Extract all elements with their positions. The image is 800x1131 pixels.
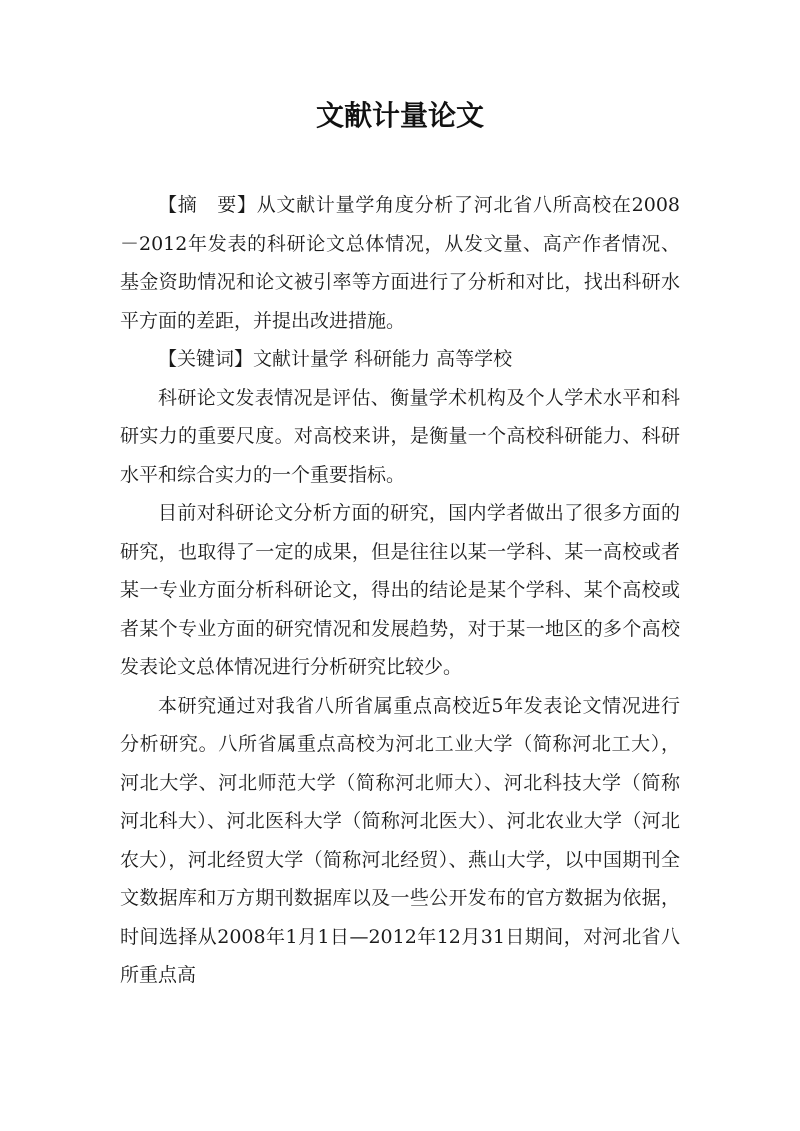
body-paragraph-2: 目前对科研论文分析方面的研究，国内学者做出了很多方面的研究，也取得了一定的成果，但是往往以某一学科、某一高校或者某一专业方面分析科研论文，得出的结论是某个学科、某个高校或者某个专业方面的研究情况和发展趋势，对于某一地区的多个高校发表论文总体情况进行分析研究比较少。 [120, 502, 680, 678]
document-title: 文献计量论文 [315, 99, 484, 132]
abstract-label: 【摘 要】 [158, 194, 257, 216]
body-paragraph-1: 科研论文发表情况是评估、衡量学术机构及个人学术水平和科研实力的重要尺度。对高校来讲，是衡量一个高校科研能力、科研水平和综合实力的一个重要指标。 [120, 386, 680, 486]
keywords-label: 【关键词】 [158, 348, 254, 370]
abstract-paragraph [120, 186, 680, 340]
keywords-text: 文献计量学 科研能力 高等学校 [253, 348, 513, 370]
body-paragraph-3: 本研究通过对我省八所省属重点高校近5年发表论文情况进行分析研究。八所省属重点高校为河北工业大学（简称河北工大），河北大学、河北师范大学（简称河北师大）、河北科技大学（简称河北科大）、河北医科大学（简称河北医大）、河北农业大学（河北农大），河北经贸大学（简称河北经贸）、燕山大学，以中国期刊全文数据库和万方期刊数据库以及一些公开发布的官方数据为依据，时间选择从2008年1月1日—2012年12月31日期间，对河北省八所重点高 [120, 694, 680, 986]
document-body [120, 186, 680, 995]
abstract-text: 从文献计量学角度分析了河北省八所高校在2008－2012年发表的科研论文总体情况，从发文量、高产作者情况、基金资助情况和论文被引率等方面进行了分析和对比，找出科研水平方面的差距，并提出改进措施。 [120, 194, 680, 332]
keywords-paragraph [120, 340, 680, 379]
